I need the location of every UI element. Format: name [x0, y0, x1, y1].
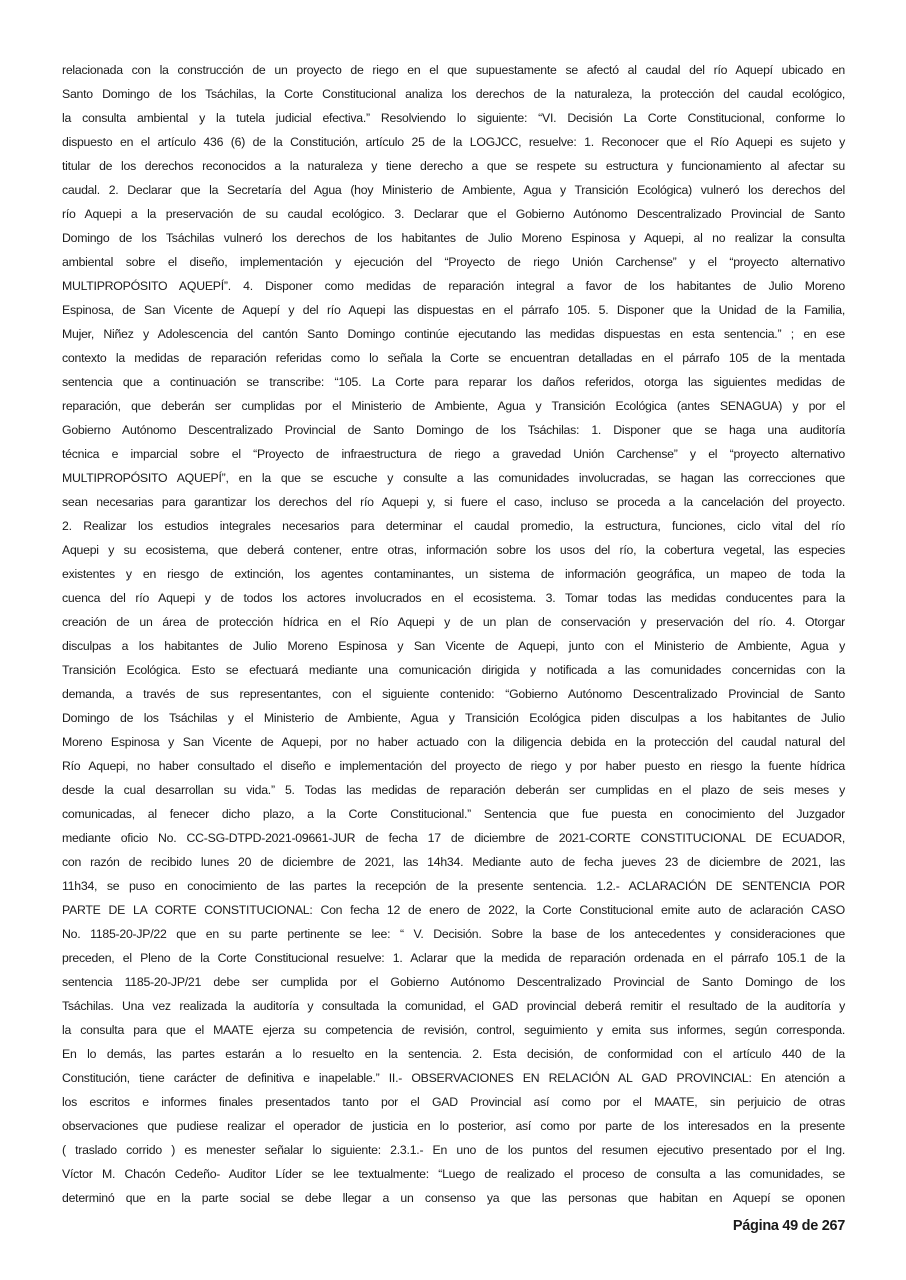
text-line: Víctor M. Chacón Cedeño- Auditor Líder se lee textualmente: “Luego de realizado el proceso de consulta a las comunidades, se [62, 1167, 845, 1181]
text-line: Espinosa, de San Vicente de Aquepí y del río Aquepi las dispuestas en el párrafo 105. 5. Disponer que la Unidad de la Familia, [62, 303, 845, 317]
text-line: Tsáchilas. Una vez realizada la auditoría y consultada la comunidad, el GAD provincial deberá remitir el resultado de la auditoría y [62, 999, 845, 1013]
text-line: MULTIPROPÓSITO AQUEPÍ”. 4. Disponer como medidas de reparación integral a favor de los habitantes de Julio Moreno [62, 279, 845, 293]
text-line: titular de los derechos reconocidos a la naturaleza y tiene derecho a que se respete su estructura y funcionamiento al afectar su [62, 159, 845, 173]
text-line: Transición Ecológica. Esto se efectuará mediante una comunicación dirigida y notificada a las comunidades concernidas con la [62, 663, 845, 677]
text-line: relacionada con la construcción de un proyecto de riego en el que supuestamente se afectó al caudal del río Aquepí ubicado en [62, 63, 845, 77]
page-number: Página 49 de 267 [732, 1218, 845, 1234]
text-line: 11h34, se puso en conocimiento de las partes la recepción de la presente sentencia. 1.2.- ACLARACIÓN DE SENTENCIA POR [62, 879, 845, 893]
text-line: cuenca del río Aquepi y de todos los actores involucrados en el ecosistema. 3. Tomar todas las medidas conducentes para la [62, 591, 845, 605]
text-line: caudal. 2. Declarar que la Secretaría del Agua (hoy Ministerio de Ambiente, Agua y Transición Ecológica) vulneró los derechos del [62, 183, 845, 197]
text-line: creación de un área de protección hídrica en el Río Aquepi y de un plan de conservación y preservación del río. 4. Otorgar [62, 615, 845, 629]
text-line: En lo demás, las partes estarán a lo resuelto en la sentencia. 2. Esta decisión, de conformidad con el artículo 440 de la [62, 1047, 845, 1061]
text-line: Constitución, tiene carácter de definitiva e inapelable.” II.- OBSERVACIONES EN RELACIÓN AL GAD PROVINCIAL: En atención a [62, 1071, 845, 1085]
text-line: ambiental sobre el diseño, implementación y ejecución del “Proyecto de riego Unión Carchense” y el “proyecto alternativo [62, 255, 845, 269]
text-line: disculpas a los habitantes de Julio Moreno Espinosa y San Vicente de Aquepi, junto con el Ministerio de Ambiente, Agua y [62, 639, 845, 653]
text-line: 2. Realizar los estudios integrales necesarios para determinar el caudal promedio, la estructura, funciones, ciclo vital del río [62, 519, 845, 533]
text-line: Gobierno Autónomo Descentralizado Provincial de Santo Domingo de los Tsáchilas: 1. Disponer que se haga una auditoría [62, 423, 845, 437]
text-line: Domingo de los Tsáchilas y el Ministerio de Ambiente, Agua y Transición Ecológica piden disculpas a los habitantes de Julio [62, 711, 845, 725]
text-line: Aquepi y su ecosistema, que deberá contener, entre otras, información sobre los usos del río, la cobertura vegetal, las especies [62, 543, 845, 557]
text-line: la consulta para que el MAATE ejerza su competencia de revisión, control, seguimiento y emita sus informes, según corresponda. [62, 1023, 845, 1037]
text-line: los escritos e informes finales presentados tanto por el GAD Provincial así como por el MAATE, sin perjuicio de otras [62, 1095, 845, 1109]
text-line: Domingo de los Tsáchilas vulneró los derechos de los habitantes de Julio Moreno Espinosa y Aquepi, al no realizar la consulta [62, 231, 845, 245]
text-line: MULTIPROPÓSITO AQUEPÍ”, en la que se escuche y consulte a las comunidades involucradas, se hagan las correcciones que [62, 471, 845, 485]
text-line: comunicadas, al fenecer dicho plazo, a la Corte Constitucional.” Sentencia que fue puesta en conocimiento del Juzgador [62, 807, 845, 821]
text-line: desde la cual desarrollan su vida.” 5. Todas las medidas de reparación deberán ser cumplidas en el plazo de seis meses y [62, 783, 845, 797]
text-line: sean necesarias para garantizar los derechos del río Aquepi y, si fuere el caso, incluso se proceda a la cancelación del proyecto. [62, 495, 845, 509]
text-line: mediante oficio No. CC-SG-DTPD-2021-09661-JUR de fecha 17 de diciembre de 2021-CORTE CONSTITUCIONAL DE ECUADOR, [62, 831, 845, 845]
text-line: sentencia que a continuación se transcribe: “105. La Corte para reparar los daños referidos, otorga las siguientes medidas de [62, 375, 845, 389]
text-line: observaciones que pudiese realizar el operador de justicia en lo posterior, así como por parte de los interesados en la presente [62, 1119, 845, 1133]
text-line: sentencia 1185-20-JP/21 debe ser cumplida por el Gobierno Autónomo Descentralizado Provincial de Santo Domingo de los [62, 975, 845, 989]
text-line: río Aquepi a la preservación de su caudal ecológico. 3. Declarar que el Gobierno Autónomo Descentralizado Provincial de Santo [62, 207, 845, 221]
document-body [62, 60, 845, 1212]
text-line: la consulta ambiental y la tutela judicial efectiva.” Resolviendo lo siguiente: “VI. Decisión La Corte Constitucional, conforme lo [62, 111, 845, 125]
text-line: con razón de recibido lunes 20 de diciembre de 2021, las 14h34. Mediante auto de fecha jueves 23 de diciembre de 2021, las [62, 855, 845, 869]
text-line: existentes y en riesgo de extinción, los agentes contaminantes, un sistema de información geográfica, un mapeo de toda la [62, 567, 845, 581]
text-line: preceden, el Pleno de la Corte Constitucional resuelve: 1. Aclarar que la medida de reparación ordenada en el párrafo 105.1 de la [62, 951, 845, 965]
text-line: demanda, a través de sus representantes, con el siguiente contenido: “Gobierno Autónomo Descentralizado Provincial de Santo [62, 687, 845, 701]
text-line: ( traslado corrido ) es menester señalar lo siguiente: 2.3.1.- En uno de los puntos del resumen ejecutivo presentado por el Ing. [62, 1143, 845, 1157]
text-line: técnica e imparcial sobre el “Proyecto de infraestructura de riego a gravedad Unión Carchense” y el “proyecto alternativo [62, 447, 845, 461]
text-line: dispuesto en el artículo 436 (6) de la Constitución, artículo 25 de la LOGJCC, resuelve: 1. Reconocer que el Río Aquepi es sujeto y [62, 135, 845, 149]
text-line: Santo Domingo de los Tsáchilas, la Corte Constitucional analiza los derechos de la naturaleza, la protección del caudal ecológico, [62, 87, 845, 101]
text-line: Mujer, Niñez y Adolescencia del cantón Santo Domingo continúe ejecutando las medidas dispuestas en esta sentencia.” ; en ese [62, 327, 845, 341]
text-line: PARTE DE LA CORTE CONSTITUCIONAL: Con fecha 12 de enero de 2022, la Corte Constitucional emite auto de aclaración CASO [62, 903, 845, 917]
text-line: Río Aquepi, no haber consultado el diseño e implementación del proyecto de riego y por haber puesto en riesgo la fuente hídrica [62, 759, 845, 773]
text-line: contexto la medidas de reparación referidas como lo señala la Corte se encuentran detalladas en el párrafo 105 de la mentada [62, 351, 845, 365]
text-line: determinó que en la parte social se debe llegar a un consenso ya que las personas que habitan en Aquepí se oponen [62, 1191, 845, 1205]
text-line: No. 1185-20-JP/22 que en su parte pertinente se lee: “ V. Decisión. Sobre la base de los antecedentes y consideraciones que [62, 927, 845, 941]
text-line: Moreno Espinosa y San Vicente de Aquepi, por no haber actuado con la diligencia debida en la protección del caudal natural del [62, 735, 845, 749]
text-line: reparación, que deberán ser cumplidas por el Ministerio de Ambiente, Agua y Transición Ecológica (antes SENAGUA) y por el [62, 399, 845, 413]
